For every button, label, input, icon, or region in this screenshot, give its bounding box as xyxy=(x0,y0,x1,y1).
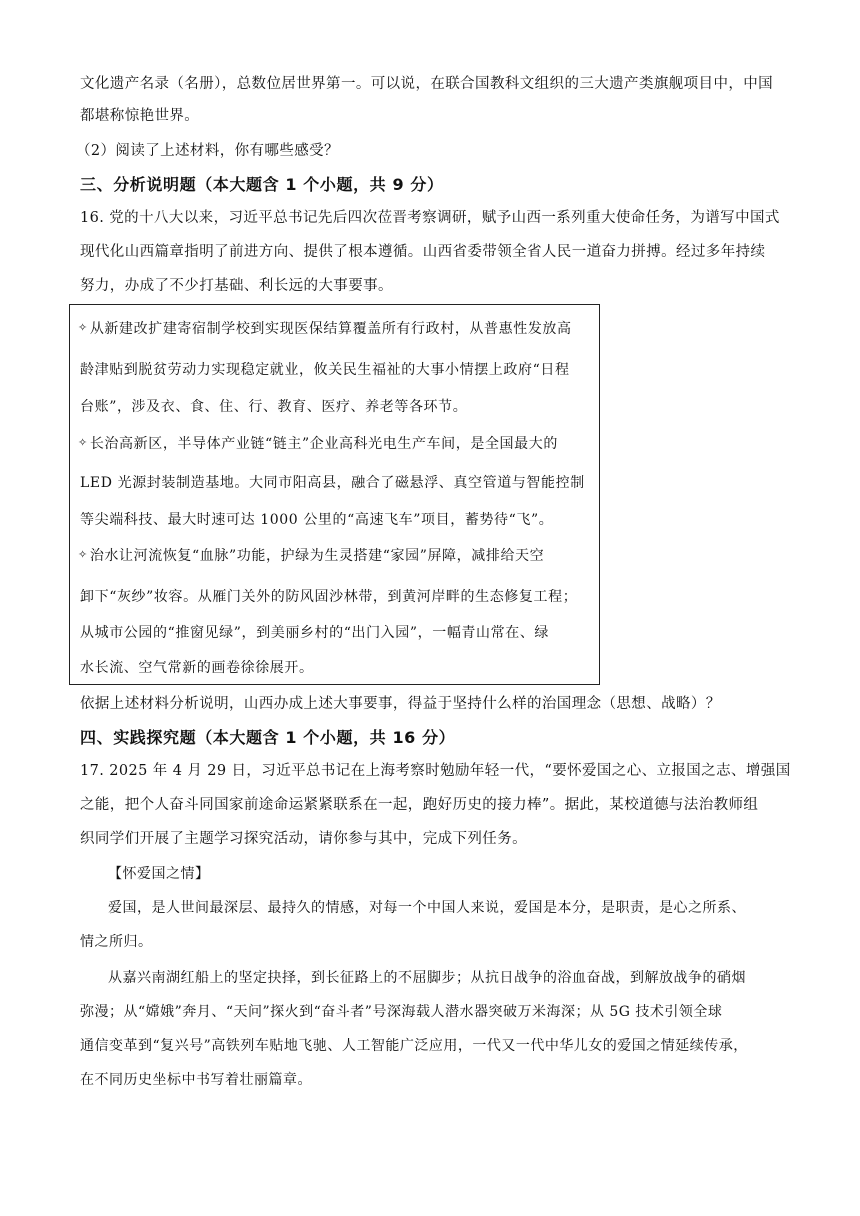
q16-line: 努力，办成了不少打基础、利长远的大事要事。 xyxy=(80,278,393,294)
q16-line: 现代化山西篇章指明了前进方向、提供了根本遵循。山西省委带领全省人民一道奋力拼搏。经过多年持续 xyxy=(80,244,766,260)
sparkle-icon: ✧ xyxy=(78,321,88,334)
material-line: 卸下“灰纱”妆容。从雁门关外的防风固沙林带，到黄河岸畔的生态修复工程； xyxy=(80,589,578,605)
material-line: 从城市公园的“推窗见绿”，到美丽乡村的“出门入园”，一幅青山常在、绿 xyxy=(80,625,550,641)
material-line: 龄津贴到脱贫劳动力实现稳定就业，攸关民生福祉的大事小情摆上政府“日程 xyxy=(80,362,570,378)
section-4-heading: 四、实践探究题（本大题含 1 个小题，共 16 分） xyxy=(80,728,456,747)
material-line: ✧ 从新建改扩建寄宿制学校到实现医保结算覆盖所有行政村，从普惠性发放高 xyxy=(78,321,572,337)
question-2: （2）阅读了上述材料，你有哪些感受？ xyxy=(76,143,339,159)
section-3-heading: 三、分析说明题（本大题含 1 个小题，共 9 分） xyxy=(80,175,444,194)
sparkle-icon: ✧ xyxy=(78,436,88,449)
q17-line: 织同学们开展了主题学习探究活动，请你参与其中，完成下列任务。 xyxy=(80,831,527,847)
intro-line: 文化遗产名录（名册），总数位居世界第一。可以说，在联合国教科文组织的三大遗产类旗舰项目中，中国 xyxy=(80,76,774,92)
para-line: 通信变革到“复兴号”高铁列车贴地飞驰、人工智能广泛应用，一代又一代中华儿女的爱国之情延续传承， xyxy=(80,1038,748,1054)
q16-line: 16. 党的十八大以来，习近平总书记先后四次莅晋考察调研，赋予山西一系列重大使命任务，为谱写中国式 xyxy=(80,210,780,226)
sub-title: 【怀爱国之情】 xyxy=(108,866,210,882)
para-line: 情之所归。 xyxy=(80,934,153,950)
material-line: LED 光源封装制造基地。大同市阳高县，融合了磁悬浮、真空管道与智能控制 xyxy=(80,475,585,491)
para-line: 在不同历史坐标中书写着壮丽篇章。 xyxy=(80,1072,312,1088)
para-line: 从嘉兴南湖红船上的坚定抉择，到长征路上的不屈脚步；从抗日战争的浴血奋战，到解放战争的硝烟 xyxy=(108,970,746,986)
sparkle-icon: ✧ xyxy=(78,548,88,561)
material-line: 台账”，涉及衣、食、住、行、教育、医疗、养老等各环节。 xyxy=(80,399,468,415)
q17-line: 17. 2025 年 4 月 29 日，习近平总书记在上海考察时勉励年轻一代，“要怀爱国之心、立报国之志、增强国 xyxy=(80,763,791,779)
intro-line: 都堪称惊艳世界。 xyxy=(80,108,200,124)
para-line: 弥漫；从“嫦娥”奔月、“天问”探火到“奋斗者”号深海载人潜水器突破万米海深；从 5G 技术引领全球 xyxy=(80,1004,723,1020)
material-line: 等尖端科技、最大时速可达 1000 公里的“高速飞车”项目，蓄势待“飞”。 xyxy=(80,512,554,528)
q16-question: 依据上述材料分析说明，山西办成上述大事要事，得益于坚持什么样的治国理念（思想、战略）？ xyxy=(80,696,721,712)
para-line: 爱国，是人世间最深层、最持久的情感，对每一个中国人来说，爱国是本分，是职责，是心之所系、 xyxy=(108,900,746,916)
material-line: 水长流、空气常新的画卷徐徐展开。 xyxy=(80,660,314,676)
material-line: ✧ 长治高新区，半导体产业链“链主”企业高科光电生产车间，是全国最大的 xyxy=(78,436,558,452)
q17-line: 之能，把个人奋斗同国家前途命运紧紧联系在一起，跑好历史的接力棒”。据此，某校道德与法治教师组 xyxy=(80,797,759,813)
material-line: ✧ 治水让河流恢复“血脉”功能，护绿为生灵搭建“家园”屏障，减排给天空 xyxy=(78,548,545,564)
